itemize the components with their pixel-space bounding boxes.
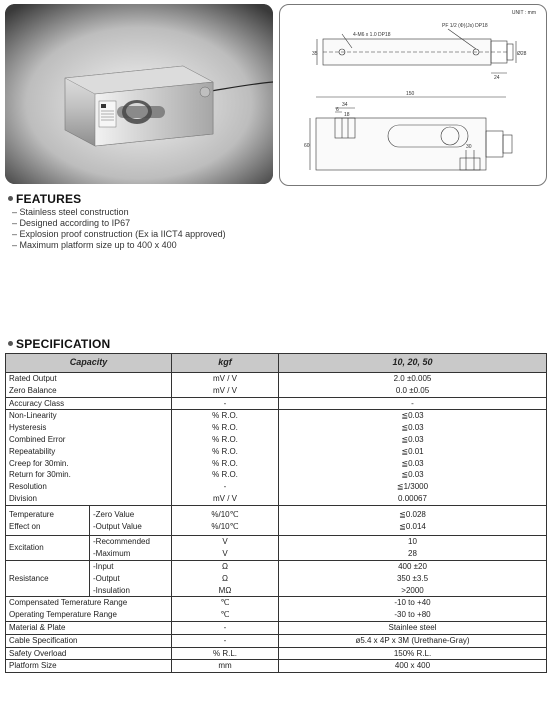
row-value: ø5.4 x 4P x 3M (Urethane-Gray): [279, 634, 547, 647]
row-unit: mm: [172, 660, 279, 673]
row-unit: mV / V mV / V: [172, 373, 279, 398]
table-row: [6, 410, 547, 505]
row-value: 10 28: [279, 536, 547, 561]
specification-heading: SPECIFICATION: [8, 337, 110, 351]
features-list: [12, 207, 226, 251]
technical-drawing: [279, 4, 547, 186]
row-value: 150% R.L.: [279, 647, 547, 660]
row-value: ≦0.03 ≦0.03 ≦0.03 ≦0.01 ≦0.03 ≦0.03 ≦1/3000 0.00067: [279, 410, 547, 505]
dim-18: 18: [344, 112, 350, 118]
table-row: [6, 660, 547, 673]
dim-phi28: Ø28: [517, 51, 527, 57]
row-value: Stainlee steel: [279, 621, 547, 634]
hole-callout: 4-M6 x 1.0 DP18: [353, 32, 391, 38]
row-value: 400 x 400: [279, 660, 547, 673]
table-row: [6, 647, 547, 660]
dim-150: 150: [406, 91, 415, 97]
table-row: [6, 373, 547, 398]
table-row: [6, 634, 547, 647]
row-value: 2.0 ±0.005 0.0 ±0.05: [279, 373, 547, 398]
row-sublabel: -Input -Output -Insulation: [90, 560, 172, 596]
row-label: Compensated Temerature Range Operating Temperature Range: [6, 597, 172, 622]
dim-24: 24: [494, 75, 500, 81]
row-label: Accuracy Class: [6, 397, 172, 410]
row-unit: -: [172, 397, 279, 410]
bullet-icon: [8, 196, 13, 201]
feature-item: – Maximum platform size up to 400 x 400: [12, 240, 226, 251]
row-value: -: [279, 397, 547, 410]
feature-item: – Designed according to IP67: [12, 218, 226, 229]
feature-item: – Stainless steel construction: [12, 207, 226, 218]
row-value: ≦0.028 ≦0.014: [279, 505, 547, 536]
row-unit: %/10℃ %/10℃: [172, 505, 279, 536]
dim-6: 6: [336, 107, 339, 113]
row-label: Temperature Effect on: [6, 505, 90, 536]
dim-60: 60: [304, 143, 310, 149]
row-label: Excitation: [6, 536, 90, 561]
product-photo: [5, 4, 273, 184]
pf-callout: PF 1/2 (Φ)(Js) DP18: [442, 23, 488, 29]
row-sublabel: -Recommended -Maximum: [90, 536, 172, 561]
row-label: Rated Output Zero Balance: [6, 373, 172, 398]
dimension-drawing: [280, 5, 546, 185]
feature-item: – Explosion proof construction (Ex ia IICT4 approved): [12, 229, 226, 240]
table-row: [6, 560, 547, 596]
header-kgf: kgf: [172, 354, 279, 373]
row-unit: -: [172, 634, 279, 647]
row-label: Platform Size: [6, 660, 172, 673]
table-header-row: [6, 354, 547, 373]
table-row: [6, 621, 547, 634]
row-unit: % R.O. % R.O. % R.O. % R.O. % R.O. % R.O. - mV / V: [172, 410, 279, 505]
row-unit: V V: [172, 536, 279, 561]
row-label: Cable Specification: [6, 634, 172, 647]
table-row: [6, 597, 547, 622]
table-row: [6, 397, 547, 410]
dim-30: 30: [466, 144, 472, 150]
row-unit: % R.L.: [172, 647, 279, 660]
dim-34: 34: [342, 102, 348, 108]
table-row: [6, 505, 547, 536]
bullet-icon: [8, 341, 13, 346]
dim-35: 35: [312, 51, 318, 57]
row-label: Material & Plate: [6, 621, 172, 634]
row-unit: Ω Ω MΩ: [172, 560, 279, 596]
row-label: Resistance: [6, 560, 90, 596]
row-label: Safety Overload: [6, 647, 172, 660]
features-heading: FEATURES: [8, 192, 81, 206]
header-capacity: Capacity: [6, 354, 172, 373]
row-unit: -: [172, 621, 279, 634]
header-capacity-values: 10, 20, 50: [279, 354, 547, 373]
row-unit: ℃ ℃: [172, 597, 279, 622]
row-value: 400 ±20 350 ±3.5 >2000: [279, 560, 547, 596]
row-value: -10 to +40 -30 to +80: [279, 597, 547, 622]
table-row: [6, 536, 547, 561]
unit-label: UNIT : mm: [511, 10, 536, 16]
row-sublabel: -Zero Value -Output Value: [90, 505, 172, 536]
specification-table: [5, 353, 547, 673]
load-cell-image: [5, 4, 273, 184]
row-label: Non-Linearity Hysteresis Combined Error Repeatability Creep for 30min. Return for 30min. Resolution Division: [6, 410, 172, 505]
